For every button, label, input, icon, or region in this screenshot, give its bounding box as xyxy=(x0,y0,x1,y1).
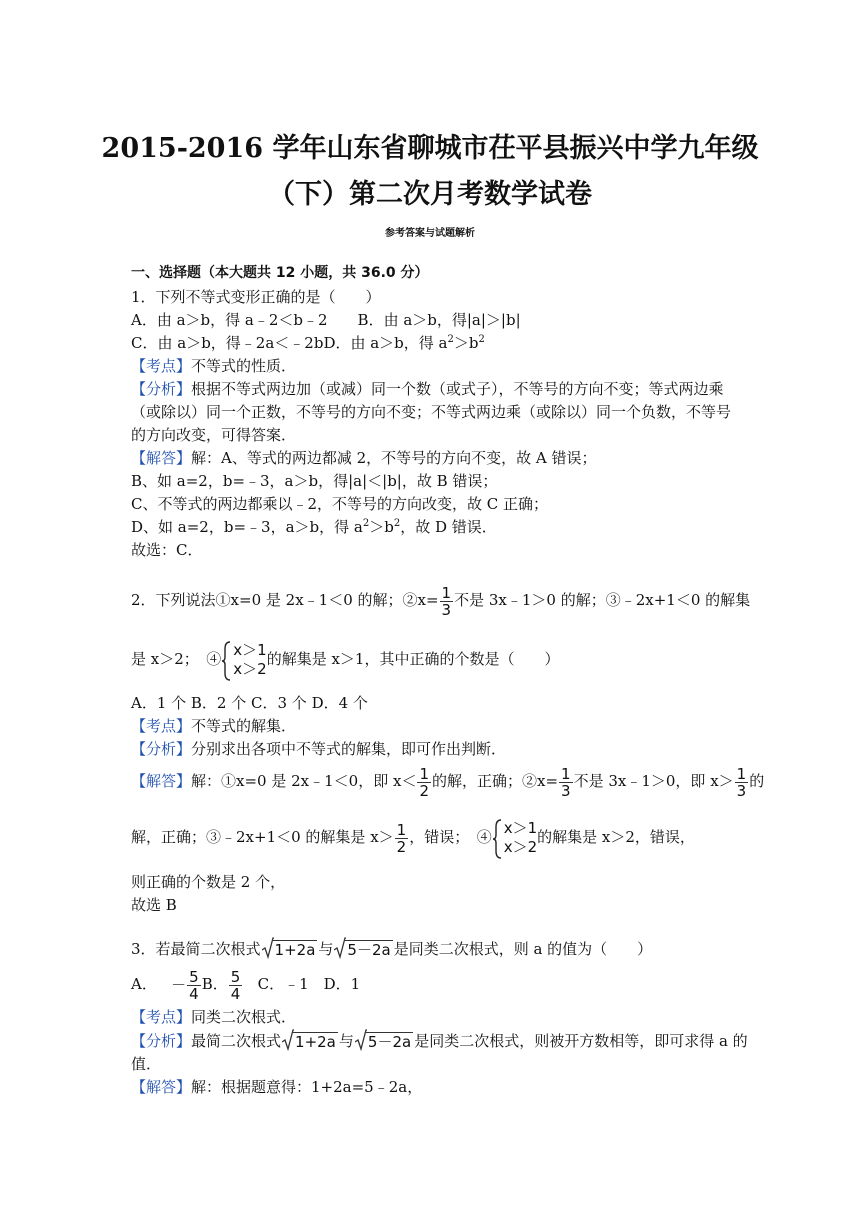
exam-title-line1: 2015-2016 学年山东省聊城市茌平县振兴中学九年级 xyxy=(101,133,759,164)
q1-answer: 故选：C． xyxy=(131,541,203,559)
radical: 1+2a xyxy=(282,1029,338,1055)
fraction: $\frac{1}{2}$ xyxy=(396,820,407,856)
q3-kaodian: 【考点】同类二次根式． xyxy=(131,1008,297,1026)
exam-subtitle: 参考答案与试题解析 xyxy=(385,228,475,239)
inequality-system: x＞1 x＞2 xyxy=(492,819,537,857)
fraction: $\frac{5}{4}$ xyxy=(230,967,241,1003)
fenxi-tag: 【分析】 xyxy=(131,380,192,398)
q1-jieda-2: B、如 a=2，b=﹣3，a＞b，得|a|＜|b|，故 B 错误； xyxy=(131,472,498,490)
exam-title-line2: （下）第二次月考数学试卷 xyxy=(268,179,592,210)
q1-jieda-4: D、如 a=2，b=﹣3，a＞b，得 $a^2>b^2$，故 D 错误． xyxy=(131,518,497,536)
q3-stem: 3．若最简二次根式 1+2a 与 5－2a 是同类二次根式，则 a 的值为（ ） xyxy=(131,936,652,963)
q1-kaodian: 【考点】不等式的性质． xyxy=(131,357,297,375)
fraction: $\frac{1}{3}$ xyxy=(736,764,747,800)
inequality-system: x＞1 x＞2 xyxy=(221,641,266,679)
fraction: $\frac{1}{2}$ xyxy=(419,764,429,800)
q2-stem-line2: 是 x＞2； ④ x＞1 x＞2 的解集是 x＞1，其中正确的个数是（ ） xyxy=(131,641,560,678)
q2-jieda-line1: 【解答】解：①x=0 是 2x﹣1＜0，即 x＜ $\frac{1}{2}$ 的解，正确；②x= $\frac{1}{3}$ 不是 3x﹣1＞0，即 x＞ $\frac{1}{3}$ 的 xyxy=(131,764,765,800)
fraction: $\frac{1}{3}$ xyxy=(441,583,452,619)
fraction: $\frac{5}{4}$ xyxy=(189,967,199,1003)
radical: 1+2a xyxy=(262,937,318,963)
radical: 5－2a xyxy=(334,937,392,963)
q2-stem-line1: 2．下列说法①x=0 是 2x﹣1＜0 的解；②x= $\frac{1}{3}$ 不是 3x﹣1＞0 的解；③﹣2x+1＜0 的解集 xyxy=(131,583,751,619)
q3-fenxi-2: 值． xyxy=(131,1055,162,1073)
q2-kaodian: 【考点】不等式的解集． xyxy=(131,717,297,735)
q1-jieda-1: 【解答】解：A、等式的两边都减 2，不等号的方向不变，故 A 错误； xyxy=(131,449,597,467)
jieda-tag: 【解答】 xyxy=(131,449,192,467)
q2-options: A．1 个 B．2 个 C．3 个 D．4 个 xyxy=(131,694,368,712)
kaodian-tag: 【考点】 xyxy=(131,357,192,375)
q1-jieda-3: C、不等式的两边都乘以﹣2，不等号的方向改变，故 C 正确； xyxy=(131,495,549,513)
q1-options-cd: C．由 a＞b，得﹣2a＜﹣2bD．由 a＞b，得 $a^2>b^2$ xyxy=(131,334,485,352)
q3-fenxi-1: 【分析】最简二次根式 1+2a 与 5－2a 是同类二次根式，则被开方数相等，即可求得 a 的 xyxy=(131,1028,748,1055)
q1-fenxi-3: 的方向改变，可得答案． xyxy=(131,426,297,444)
q3-options: A． － $\frac{5}{4}$ B． $\frac{5}{4}$ C．﹣1 D．1 xyxy=(131,967,361,1003)
radical: 5－2a xyxy=(355,1029,413,1055)
q1-stem: 1．下列不等式变形正确的是（ ） xyxy=(131,288,381,306)
q2-jieda-line3: 则正确的个数是 2 个， xyxy=(131,873,286,891)
section-header: 一、选择题（本大题共 12 小题，共 36.0 分） xyxy=(131,265,429,281)
q2-answer: 故选 B xyxy=(131,896,177,914)
q2-fenxi: 【分析】分别求出各项中不等式的解集，即可作出判断． xyxy=(131,740,507,758)
q2-jieda-line2: 解，正确；③﹣2x+1＜0 的解集是 x＞ $\frac{1}{2}$ ，错误； ④ x＞1 x＞2 的解集是 x＞2，错误， xyxy=(131,819,695,856)
q1-fenxi-2: （或除以）同一个正数，不等号的方向不变；不等式两边乘（或除以）同一个负数，不等号 xyxy=(131,403,732,421)
q3-jieda: 【解答】解：根据题意得：1+2a=5﹣2a， xyxy=(131,1078,423,1096)
q1-fenxi-1: 【分析】根据不等式两边加（或减）同一个数（或式子），不等号的方向不变；等式两边乘 xyxy=(131,380,724,398)
fraction: $\frac{1}{3}$ xyxy=(561,764,571,800)
q1-options-ab: A．由 a＞b，得 a﹣2＜b﹣2 B．由 a＞b，得|a|＞|b| xyxy=(131,311,521,329)
